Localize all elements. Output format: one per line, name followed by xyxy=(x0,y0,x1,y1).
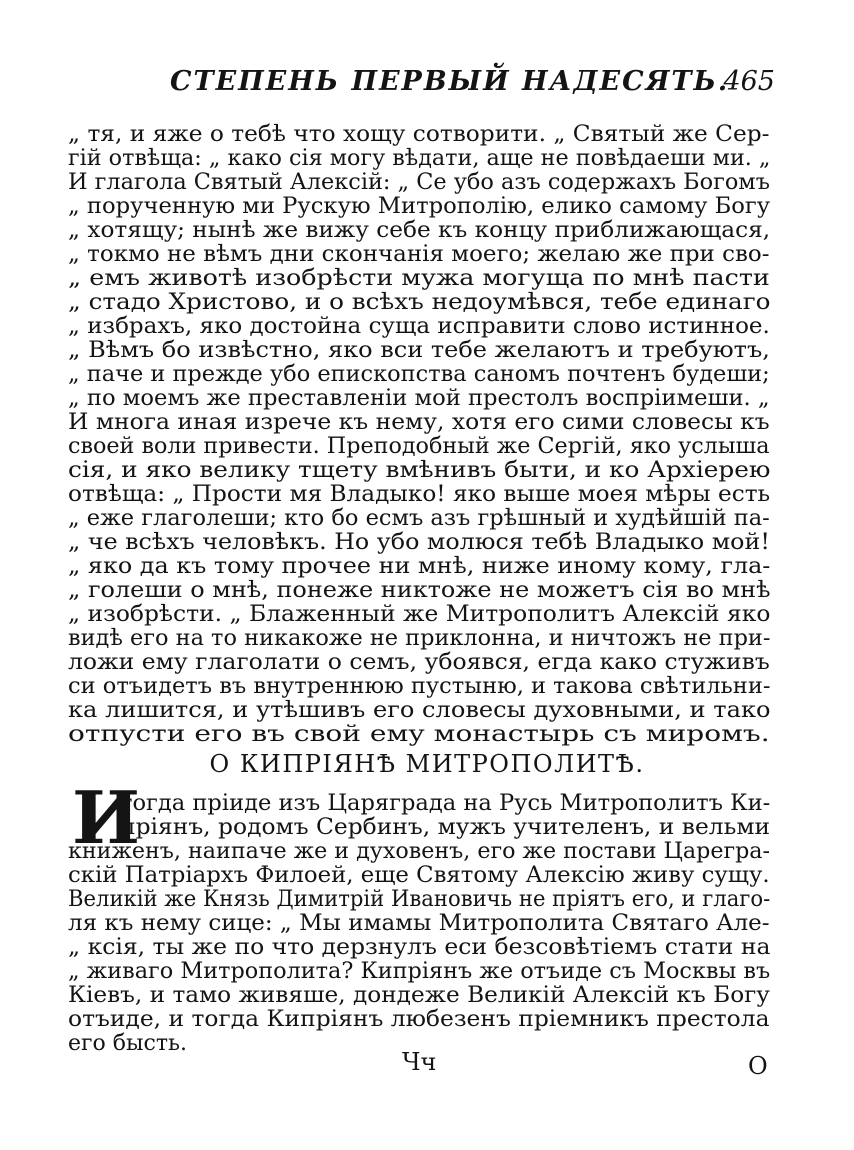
text-line: ка лишится, и утѣшивъ его словесы духовными, и тако xyxy=(68,698,771,723)
catchword: О xyxy=(748,1052,768,1080)
text-line: „ паче и прежде убо епископства саномъ почтенъ будеши; xyxy=(68,362,770,387)
page-number: 465 xyxy=(723,66,775,97)
text-line: „ Вѣмъ бо извѣстно, яко вси тебе желаютъ и требуютъ, xyxy=(68,338,770,363)
text-line: И многа иная изрече къ нему, хотя его сими словесы къ xyxy=(68,410,770,435)
text-line: „ тя, и яже о тебѣ что хощу сотворити. „ Святый же Сер- xyxy=(68,122,770,147)
text-line: „ голеши о мнѣ, понеже никтоже не можетъ сія во мнѣ xyxy=(68,578,771,603)
text-line: И глагола Святый Алексій: „ Се убо азъ содержахъ Богомъ xyxy=(68,170,770,195)
text-line: „ яко да къ тому прочее ни мнѣ, ниже иному кому, гла- xyxy=(68,554,771,579)
drop-cap: И xyxy=(72,775,141,860)
text-line: пріянъ, родомъ Сербинъ, мужъ учителенъ, и вельми xyxy=(120,815,771,840)
text-line: сія, и яко велику тщету вмѣнивъ быти, и ко Архіерею xyxy=(68,458,771,483)
text-line: си отъидетъ въ внутреннюю пустыню, и такова свѣтильни- xyxy=(68,674,771,699)
signature-mark: Чч xyxy=(402,1048,437,1076)
text-line: тогда пріиде изъ Царяграда на Русь Митрополитъ Ки- xyxy=(120,791,771,816)
text-line: отъиде, и тогда Кипріянъ любезенъ пріемникъ престола xyxy=(68,1007,770,1032)
text-line: „ стадо Христово, и о всѣхъ недоумѣвся, тебе единаго xyxy=(68,290,771,315)
text-line: видѣ его на то никакоже не приклонна, и ничтожъ не при- xyxy=(68,626,771,651)
running-title: СТЕПЕНЬ ПЕРВЫЙ НАДЕСЯТЬ. xyxy=(170,66,730,97)
text-line: скій Патріархъ Филоей, еще Святому Алексію живу сущу. xyxy=(68,863,770,888)
text-line: „ че всѣхъ человѣкъ. Но убо молюся тебѣ Владыко мой! xyxy=(68,530,770,555)
text-line: ля къ нему сице: „ Мы имамы Митрополита Святаго Але- xyxy=(68,911,770,936)
text-line: „ токмо не вѣмъ дни скончанія моего; желаю же при сво- xyxy=(68,242,770,267)
text-line: отвѣща: „ Прости мя Владыко! яко выше моея мѣры есть xyxy=(68,482,771,507)
text-line: отпусти его въ свой ему монастырь съ миромъ. xyxy=(68,722,770,747)
text-line: „ емъ животѣ изобрѣсти мужа могуща по мнѣ пасти xyxy=(68,266,770,291)
text-line: Кіевъ, и тамо живяше, дондеже Великій Алексій къ Богу xyxy=(68,983,770,1008)
text-line: „ живаго Митрополита? Кипріянъ же отъиде съ Москвы въ xyxy=(68,959,771,984)
text-line: „ изобрѣсти. „ Блаженный же Митрополитъ Алексій яко xyxy=(68,602,771,627)
text-line: ложи ему глаголати о семъ, убоявся, егда како стуживъ xyxy=(68,650,770,675)
text-line: Великій же Князь Димитрій Ивановичь не пріятъ его, и глаго- xyxy=(68,887,771,912)
text-line: своей воли привести. Преподобный же Сергій, яко услыша xyxy=(68,434,770,459)
text-line: „ по моемъ же преставленіи мой престолъ воспріимеши. „ xyxy=(68,386,770,411)
running-header xyxy=(150,66,775,106)
section-heading: О КИПРІЯНѢ МИТРОПОЛИТѢ. xyxy=(209,750,645,778)
text-line: его бысть. xyxy=(68,1031,188,1056)
text-line: „ хотящу; нынѣ же вижу себе къ концу приближающася, xyxy=(68,218,771,243)
text-line: „ порученную ми Рускую Митрополію, елико самому Богу xyxy=(68,194,771,219)
text-line: „ избрахъ, яко достойна суща исправити слово истинное. xyxy=(68,314,770,339)
text-line: „ ксія, ты же по что дерзнулъ еси безсовѣтіемъ стати на xyxy=(68,935,771,960)
text-line: гій отвѣща: „ како сія могу вѣдати, аще не повѣдаеши ми. „ xyxy=(68,146,771,171)
text-line: „ еже глаголеши; кто бо есмъ азъ грѣшный и худѣйшій па- xyxy=(68,506,770,531)
text-line: книженъ, наипаче же и духовенъ, его же постави Царегра- xyxy=(68,839,771,864)
